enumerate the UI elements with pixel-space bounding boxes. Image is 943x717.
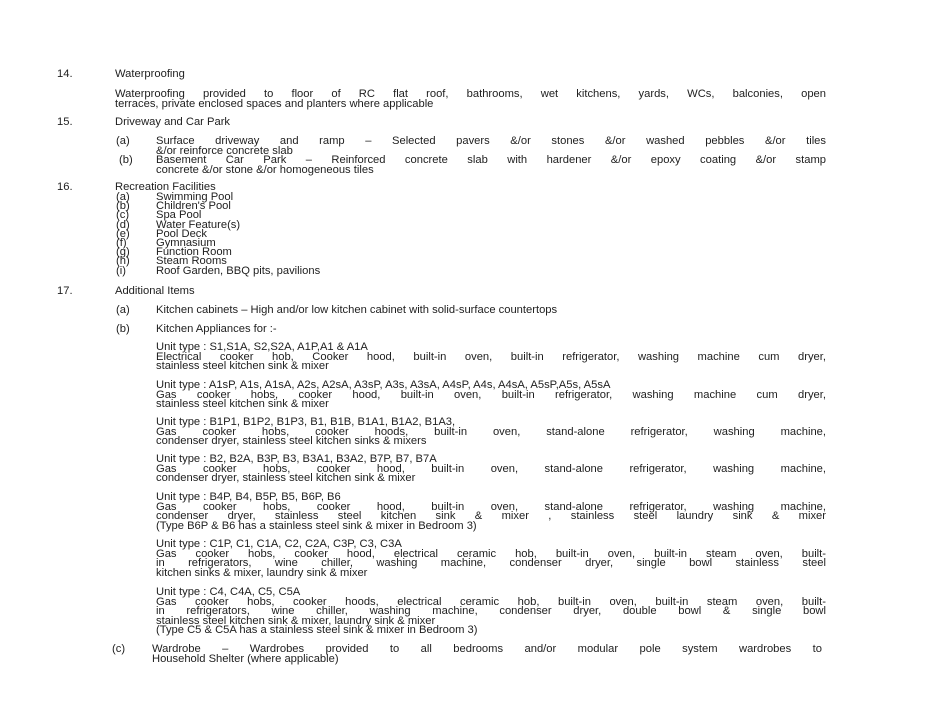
item-text: Children's Pool	[156, 200, 231, 213]
item-text: Pool Deck	[156, 227, 207, 240]
item-line: Surface driveway and ramp – Selected pavers &/or stones &/or washed pebbles &/or tiles	[156, 135, 826, 147]
unit-line: (Type B6P & B6 has a stainless steel sink & mixer in Bedroom 3)	[156, 519, 477, 532]
item-label: (a)	[116, 304, 130, 316]
unit-line: in refrigerators, wine chiller, washing machine, condenser dryer, double bowl & single bowl	[156, 605, 826, 618]
item-line: &/or reinforce concrete slab	[156, 144, 293, 157]
unit-type-heading: Unit type : S1,S1A, S2,S2A, A1P,A1 & A1A	[156, 341, 368, 353]
item-label: (d)	[116, 218, 130, 231]
unit-group	[156, 343, 826, 372]
unit-line: kitchen sinks & mixer, laundry sink & mixer	[156, 566, 368, 579]
car-park-item	[156, 156, 826, 175]
unit-line: Electrical cooker hob, Cooker hood, built-in oven, built-in refrigerator, washing machine cum dryer,	[156, 350, 826, 363]
section-number: 14.	[57, 68, 73, 80]
item-line: concrete &/or stone &/or homogeneous tiles	[156, 163, 374, 176]
section-paragraph	[115, 90, 826, 109]
unit-type-heading: Unit type : B1P1, B1P2, B1P3, B1, B1B, B1A1, B1A2, B1A3,	[156, 416, 456, 428]
section-title: Waterproofing	[115, 68, 185, 80]
item-label: (b)	[116, 200, 130, 213]
unit-type-heading: Unit type : C1P, C1, C1A, C2, C2A, C3P, C3, C3A	[156, 538, 402, 550]
item-line: Household Shelter (where applicable)	[152, 652, 339, 665]
item-label: (g)	[116, 246, 130, 259]
unit-line: stainless steel kitchen sink & mixer	[156, 398, 329, 411]
item-text: Steam Rooms	[156, 255, 227, 268]
section-number: 15.	[57, 116, 73, 128]
unit-type-heading: Unit type : C4, C4A, C5, C5A	[156, 586, 301, 598]
unit-line: condenser dryer, stainless steel kitchen sinks & mixers	[156, 435, 427, 448]
item-label: (f)	[116, 236, 127, 249]
section-title: Driveway and Car Park	[115, 116, 231, 128]
unit-type-heading: Unit type : B4P, B4, B5P, B5, B6P, B6	[156, 491, 341, 503]
unit-group	[156, 418, 826, 447]
unit-line: stainless steel kitchen sink & mixer, laundry sink & mixer	[156, 614, 436, 627]
unit-group	[156, 493, 826, 531]
item-line: Basement Car Park – Reinforced concrete slab with hardener &/or epoxy coating &/or stamp	[156, 154, 826, 166]
item-text: Water Feature(s)	[156, 218, 241, 231]
item-line: Wardrobe – Wardrobes provided to all bedrooms and/or modular pole system wardrobes to	[152, 643, 822, 655]
unit-line: stainless steel kitchen sink & mixer	[156, 360, 329, 373]
paragraph-line: terraces, private enclosed spaces and planters where applicable	[115, 97, 434, 110]
paragraph-line: Waterproofing provided to floor of RC flat roof, bathrooms, wet kitchens, yards, WCs, balconies, open	[115, 88, 826, 100]
item-label: (c)	[116, 209, 130, 222]
unit-group	[156, 455, 826, 484]
item-text: Swimming Pool	[156, 191, 234, 203]
unit-line: (Type C5 & C5A has a stainless steel sink & mixer in Bedroom 3)	[156, 624, 478, 637]
unit-group	[156, 381, 826, 410]
item-label: (i)	[116, 264, 126, 277]
unit-group	[156, 588, 826, 636]
section-number: 17.	[57, 285, 73, 297]
unit-line: condenser dryer, stainless steel kitchen sink & mixer , stainless steel laundry sink & mixer	[156, 510, 826, 523]
kitchen-cabinets-text: Kitchen cabinets – High and/or low kitchen cabinet with solid-surface countertops	[156, 304, 558, 316]
item-label: (b)	[119, 154, 133, 166]
unit-line: Gas cooker hobs, cooker hood, built-in oven, stand-alone refrigerator, washing machine,	[156, 462, 826, 475]
unit-line: Gas cooker hobs, cooker hood, built-in oven, built-in refrigerator, washing machine cum dryer,	[156, 388, 826, 401]
item-text: Roof Garden, BBQ pits, pavilions	[156, 264, 321, 277]
section-title: Recreation Facilities	[115, 181, 216, 193]
item-label: (a)	[116, 135, 130, 147]
item-label: (b)	[116, 323, 130, 335]
item-label: (a)	[116, 191, 130, 203]
unit-line: Gas cooker hobs, cooker hoods, electrical ceramic hob, built-in oven, built-in steam oven, built-	[156, 595, 826, 608]
unit-line: in refrigerators, wine chiller, washing machine, condenser dryer, single bowl stainless steel	[156, 557, 826, 570]
unit-line: condenser dryer, stainless steel kitchen sink & mixer	[156, 472, 416, 485]
unit-type-heading: Unit type : A1sP, A1s, A1sA, A2s, A2sA, A3sP, A3s, A3sA, A4sP, A4s, A4sA, A5sP,A5s, A5sA	[156, 379, 611, 391]
item-text: Spa Pool	[156, 209, 202, 222]
unit-group	[156, 540, 826, 578]
unit-line: Gas cooker hobs, cooker hood, built-in oven, stand-alone refrigerator, washing machine,	[156, 500, 826, 513]
item-label: (c)	[112, 643, 126, 655]
item-text: Function Room	[156, 246, 232, 259]
unit-type-heading: Unit type : B2, B2A, B3P, B3, B3A1, B3A2, B7P, B7, B7A	[156, 453, 437, 465]
wardrobe-item	[152, 645, 822, 664]
unit-line: Gas cooker hobs, cooker hoods, built-in oven, stand-alone refrigerator, washing machine,	[156, 425, 826, 438]
item-label: (h)	[116, 255, 130, 268]
item-text: Gymnasium	[156, 236, 216, 249]
unit-line: Gas cooker hobs, cooker hood, electrical ceramic hob, built-in oven, built-in steam oven, built-	[156, 547, 826, 560]
item-label: (e)	[116, 227, 130, 240]
section-title: Additional Items	[115, 285, 195, 297]
section-number: 16.	[57, 181, 73, 193]
kitchen-appliances-heading: Kitchen Appliances for :-	[156, 323, 277, 335]
